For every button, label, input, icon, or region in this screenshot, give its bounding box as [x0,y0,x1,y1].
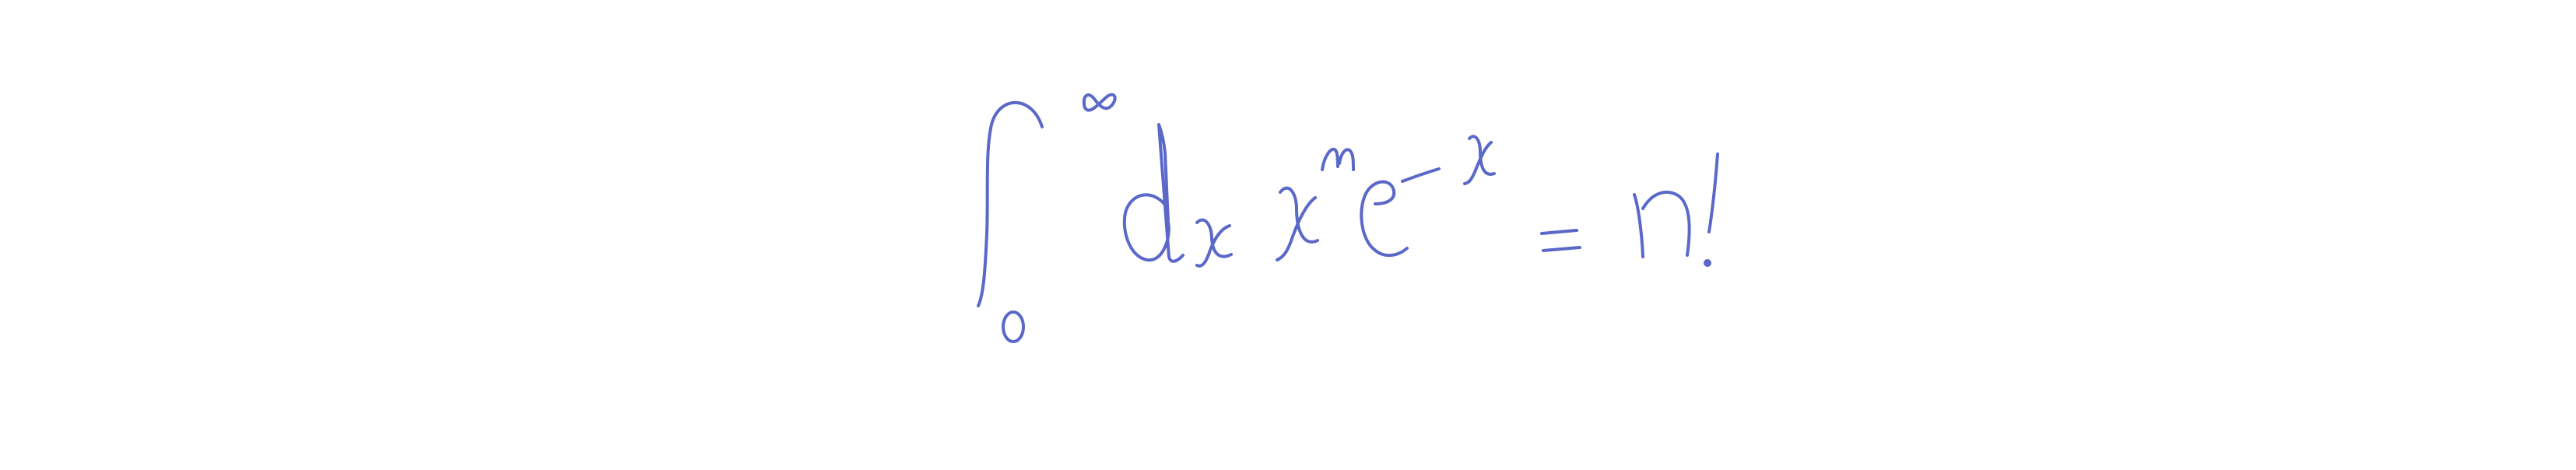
equals-sign [1542,230,1580,251]
differential-d [1125,125,1183,261]
base-x [1280,188,1318,242]
differential-x-stroke [1197,226,1230,266]
upper-limit-infinity [1084,95,1115,110]
exp-base-e [1361,182,1407,256]
integral-sign [978,103,1042,306]
lower-limit-zero [1003,312,1023,342]
exclamation-mark [1709,154,1718,232]
result-n [1634,192,1690,257]
exp-minus [1402,169,1439,181]
exp-power-x-stroke [1465,142,1491,184]
exclamation-dot [1705,261,1710,265]
power-n [1322,149,1353,170]
